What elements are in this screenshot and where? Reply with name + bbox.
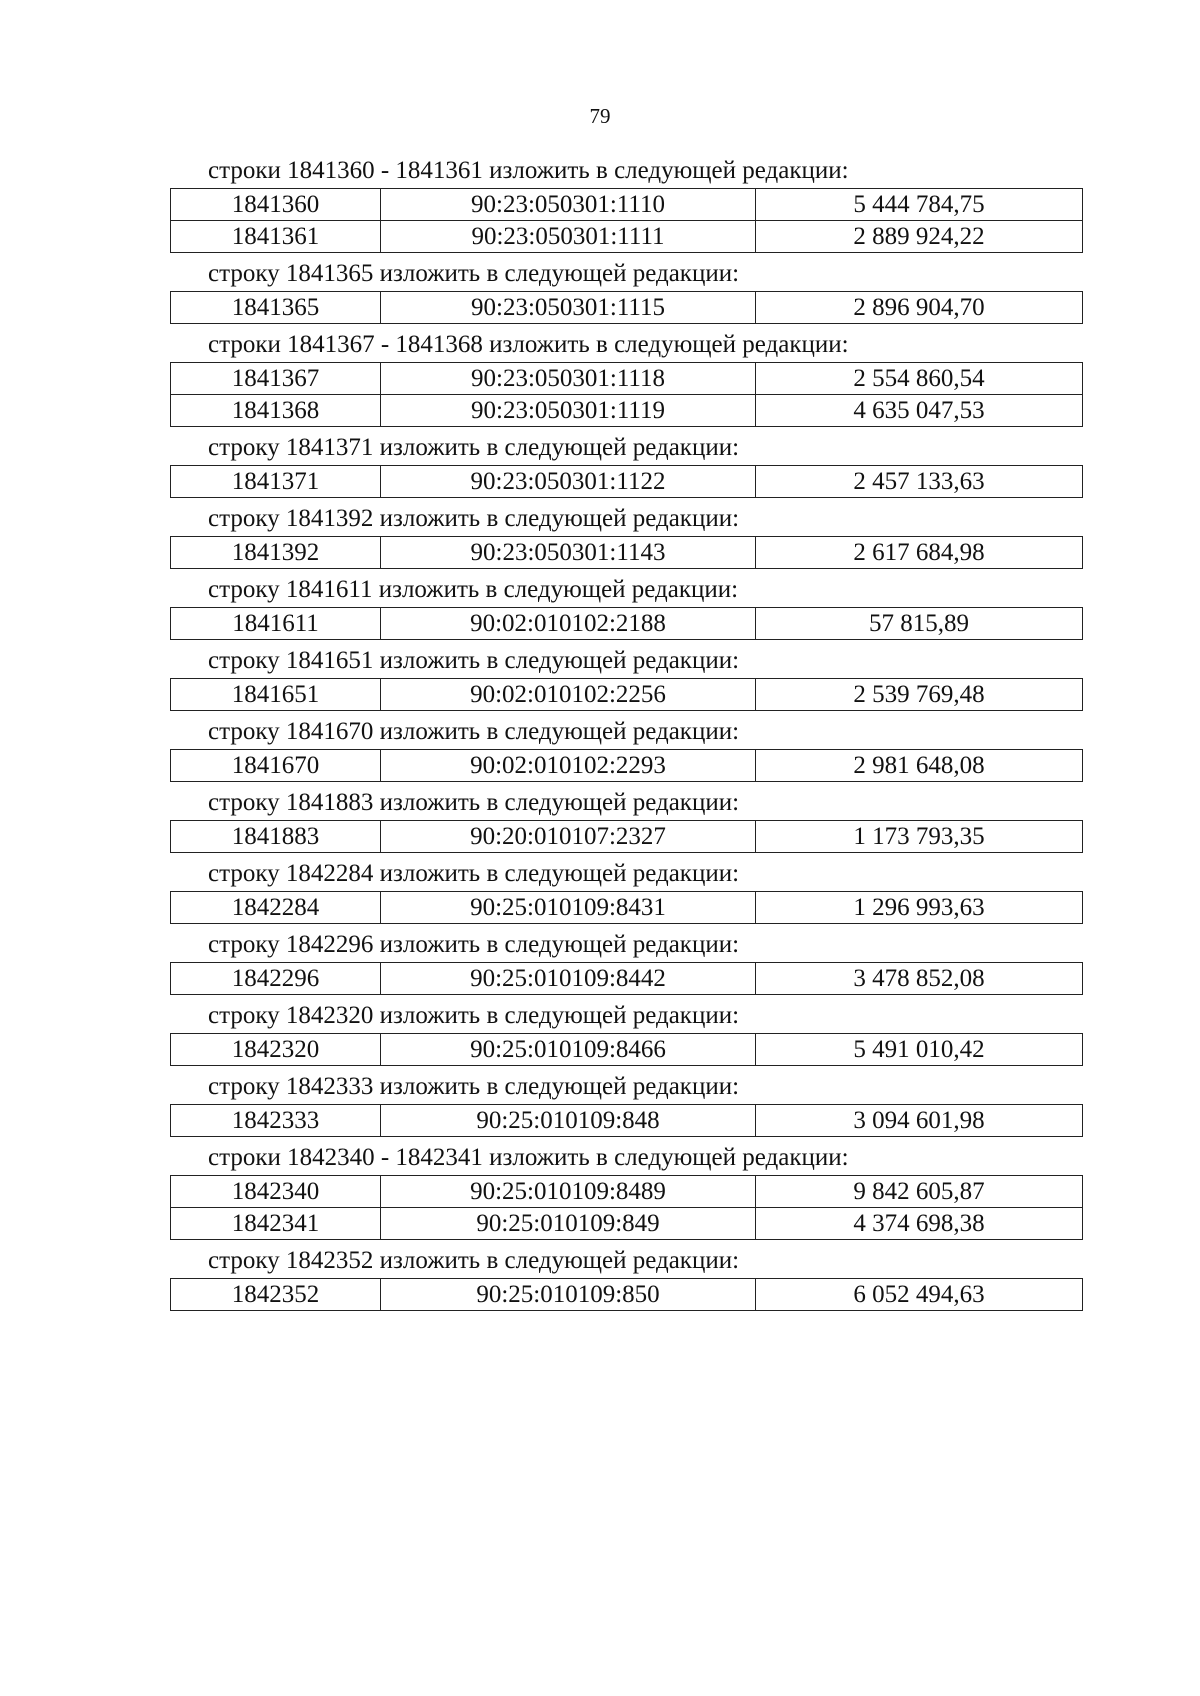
amendment-section bbox=[170, 717, 1082, 782]
value-cell: 9 842 605,87 bbox=[756, 1176, 1083, 1208]
amendment-instruction: строку 1842284 изложить в следующей редакции: bbox=[208, 860, 740, 887]
value-cell: 2 896 904,70 bbox=[756, 292, 1083, 324]
row-number-cell: 1842333 bbox=[171, 1105, 381, 1137]
row-number-cell: 1841365 bbox=[171, 292, 381, 324]
amendment-instruction: строку 1842333 изложить в следующей редакции: bbox=[208, 1073, 740, 1100]
value-cell: 3 094 601,98 bbox=[756, 1105, 1083, 1137]
amendment-table bbox=[170, 891, 1083, 924]
cadastral-number-cell: 90:25:010109:849 bbox=[381, 1208, 756, 1240]
row-number-cell: 1842352 bbox=[171, 1279, 381, 1311]
amendment-section bbox=[170, 646, 1082, 711]
amendment-section bbox=[170, 259, 1082, 324]
value-cell: 5 491 010,42 bbox=[756, 1034, 1083, 1066]
amendment-table bbox=[170, 1033, 1083, 1066]
table-row bbox=[171, 1034, 1083, 1066]
table-row bbox=[171, 821, 1083, 853]
amendment-section bbox=[170, 788, 1082, 853]
value-cell: 2 981 648,08 bbox=[756, 750, 1083, 782]
amendment-table bbox=[170, 678, 1083, 711]
amendment-table bbox=[170, 820, 1083, 853]
table-row bbox=[171, 963, 1083, 995]
value-cell: 2 889 924,22 bbox=[756, 221, 1083, 253]
amendment-section bbox=[170, 433, 1082, 498]
amendment-section bbox=[170, 330, 1082, 427]
amendment-section bbox=[170, 156, 1082, 253]
amendment-instruction: строки 1841367 - 1841368 изложить в следующей редакции: bbox=[208, 331, 849, 358]
row-number-cell: 1841883 bbox=[171, 821, 381, 853]
amendment-instruction: строку 1841371 изложить в следующей редакции: bbox=[208, 434, 740, 461]
cadastral-number-cell: 90:02:010102:2256 bbox=[381, 679, 756, 711]
cadastral-number-cell: 90:23:050301:1111 bbox=[381, 221, 756, 253]
value-cell: 6 052 494,63 bbox=[756, 1279, 1083, 1311]
amendment-instruction: строку 1841670 изложить в следующей редакции: bbox=[208, 718, 740, 745]
cadastral-number-cell: 90:25:010109:8431 bbox=[381, 892, 756, 924]
cadastral-number-cell: 90:23:050301:1143 bbox=[381, 537, 756, 569]
table-row bbox=[171, 221, 1083, 253]
amendment-section bbox=[170, 1246, 1082, 1311]
row-number-cell: 1841611 bbox=[171, 608, 381, 640]
cadastral-number-cell: 90:25:010109:8489 bbox=[381, 1176, 756, 1208]
row-number-cell: 1841371 bbox=[171, 466, 381, 498]
table-row bbox=[171, 608, 1083, 640]
table-row bbox=[171, 1279, 1083, 1311]
value-cell: 3 478 852,08 bbox=[756, 963, 1083, 995]
table-row bbox=[171, 292, 1083, 324]
amendment-table bbox=[170, 749, 1083, 782]
value-cell: 5 444 784,75 bbox=[756, 189, 1083, 221]
value-cell: 4 635 047,53 bbox=[756, 395, 1083, 427]
table-row bbox=[171, 395, 1083, 427]
amendment-table bbox=[170, 1278, 1083, 1311]
cadastral-number-cell: 90:23:050301:1110 bbox=[381, 189, 756, 221]
table-row bbox=[171, 537, 1083, 569]
row-number-cell: 1841361 bbox=[171, 221, 381, 253]
table-row bbox=[171, 466, 1083, 498]
amendment-instruction: строку 1842296 изложить в следующей редакции: bbox=[208, 931, 740, 958]
amendment-section bbox=[170, 575, 1082, 640]
value-cell: 4 374 698,38 bbox=[756, 1208, 1083, 1240]
row-number-cell: 1841392 bbox=[171, 537, 381, 569]
value-cell: 2 554 860,54 bbox=[756, 363, 1083, 395]
table-row bbox=[171, 189, 1083, 221]
value-cell: 57 815,89 bbox=[756, 608, 1083, 640]
amendment-instruction: строку 1842352 изложить в следующей редакции: bbox=[208, 1247, 740, 1274]
value-cell: 2 539 769,48 bbox=[756, 679, 1083, 711]
row-number-cell: 1842320 bbox=[171, 1034, 381, 1066]
row-number-cell: 1841367 bbox=[171, 363, 381, 395]
table-row bbox=[171, 1105, 1083, 1137]
cadastral-number-cell: 90:25:010109:8466 bbox=[381, 1034, 756, 1066]
page-number: 79 bbox=[589, 104, 611, 128]
row-number-cell: 1842341 bbox=[171, 1208, 381, 1240]
amendment-section bbox=[170, 859, 1082, 924]
table-row bbox=[171, 1208, 1083, 1240]
cadastral-number-cell: 90:23:050301:1122 bbox=[381, 466, 756, 498]
value-cell: 2 457 133,63 bbox=[756, 466, 1083, 498]
amendment-table bbox=[170, 607, 1083, 640]
value-cell: 1 173 793,35 bbox=[756, 821, 1083, 853]
table-row bbox=[171, 750, 1083, 782]
table-row bbox=[171, 679, 1083, 711]
amendment-instruction: строки 1842340 - 1842341 изложить в следующей редакции: bbox=[208, 1144, 849, 1171]
row-number-cell: 1841670 bbox=[171, 750, 381, 782]
amendment-instruction: строку 1842320 изложить в следующей редакции: bbox=[208, 1002, 740, 1029]
cadastral-number-cell: 90:23:050301:1115 bbox=[381, 292, 756, 324]
row-number-cell: 1842284 bbox=[171, 892, 381, 924]
amendment-table bbox=[170, 362, 1083, 427]
row-number-cell: 1841651 bbox=[171, 679, 381, 711]
cadastral-number-cell: 90:25:010109:848 bbox=[381, 1105, 756, 1137]
amendment-table bbox=[170, 188, 1083, 253]
amendment-table bbox=[170, 291, 1083, 324]
cadastral-number-cell: 90:25:010109:850 bbox=[381, 1279, 756, 1311]
amendment-section bbox=[170, 1001, 1082, 1066]
cadastral-number-cell: 90:23:050301:1118 bbox=[381, 363, 756, 395]
value-cell: 2 617 684,98 bbox=[756, 537, 1083, 569]
amendment-table bbox=[170, 1175, 1083, 1240]
amendment-instruction: строку 1841365 изложить в следующей редакции: bbox=[208, 260, 740, 287]
amendment-instruction: строку 1841651 изложить в следующей редакции: bbox=[208, 647, 740, 674]
cadastral-number-cell: 90:20:010107:2327 bbox=[381, 821, 756, 853]
cadastral-number-cell: 90:23:050301:1119 bbox=[381, 395, 756, 427]
amendment-instruction: строку 1841883 изложить в следующей редакции: bbox=[208, 789, 740, 816]
amendment-table bbox=[170, 536, 1083, 569]
amendment-section bbox=[170, 930, 1082, 995]
row-number-cell: 1841360 bbox=[171, 189, 381, 221]
table-row bbox=[171, 363, 1083, 395]
amendment-instruction: строки 1841360 - 1841361 изложить в следующей редакции: bbox=[208, 157, 849, 184]
amendment-table bbox=[170, 465, 1083, 498]
table-row bbox=[171, 892, 1083, 924]
cadastral-number-cell: 90:25:010109:8442 bbox=[381, 963, 756, 995]
cadastral-number-cell: 90:02:010102:2293 bbox=[381, 750, 756, 782]
amendment-section bbox=[170, 504, 1082, 569]
amendment-instruction: строку 1841392 изложить в следующей редакции: bbox=[208, 505, 740, 532]
amendment-table bbox=[170, 1104, 1083, 1137]
amendment-instruction: строку 1841611 изложить в следующей редакции: bbox=[208, 576, 739, 603]
row-number-cell: 1842296 bbox=[171, 963, 381, 995]
amendment-section bbox=[170, 1143, 1082, 1240]
row-number-cell: 1841368 bbox=[171, 395, 381, 427]
cadastral-number-cell: 90:02:010102:2188 bbox=[381, 608, 756, 640]
value-cell: 1 296 993,63 bbox=[756, 892, 1083, 924]
document-body bbox=[170, 156, 1082, 1317]
amendment-table bbox=[170, 962, 1083, 995]
amendment-section bbox=[170, 1072, 1082, 1137]
row-number-cell: 1842340 bbox=[171, 1176, 381, 1208]
table-row bbox=[171, 1176, 1083, 1208]
